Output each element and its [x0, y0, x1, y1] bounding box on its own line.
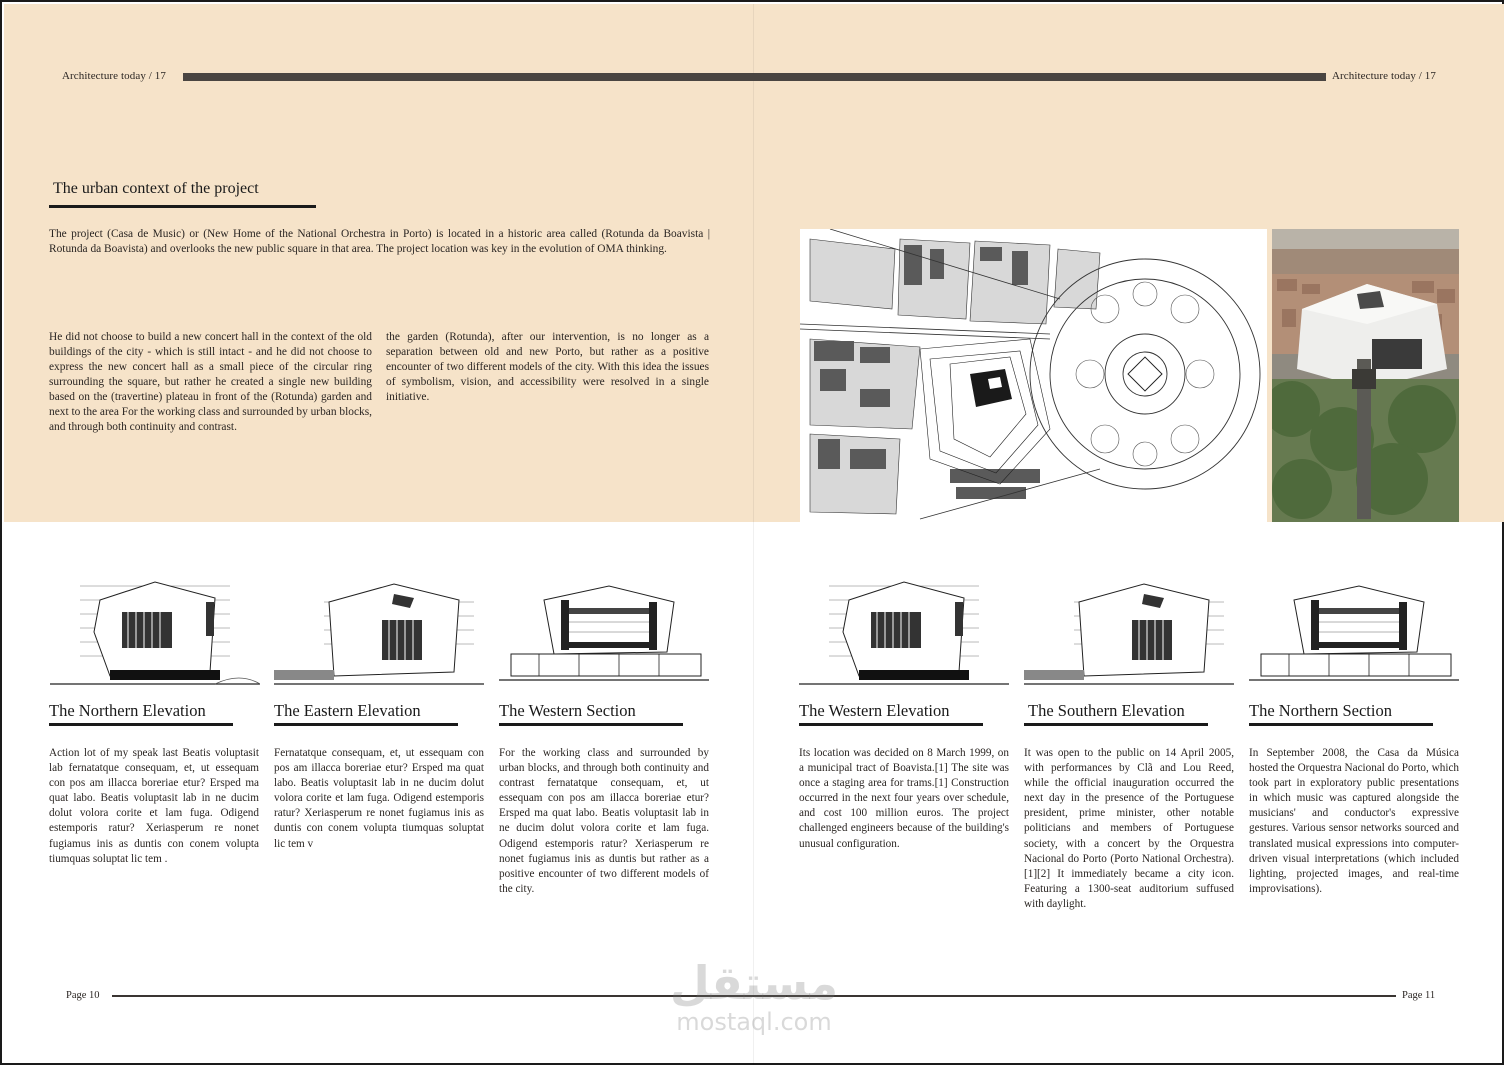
mostaql-watermark — [654, 957, 854, 1035]
figure-caption-6: In September 2008, the Casa da Música hosted the Orquestra Nacional do Porto, which took part in exploratory public presentations in which music was captured alongside the musicians' and conductor's expressive gestures. Various sensor networks sourced and translated musical expressions into computer-driven visual interpretations (which included lighting, projected images, and real-time improvisations). — [1249, 747, 1459, 895]
western-elevation-drawing — [799, 572, 1009, 692]
center-fold — [753, 4, 754, 1065]
watermark-arabic: مستقل — [669, 956, 839, 1010]
figure-title-3: The Western Section — [499, 701, 636, 720]
figure-title-underline-5 — [1024, 723, 1208, 726]
figure-title-2: The Eastern Elevation — [274, 701, 421, 720]
figure-caption-5: It was open to the public on 14 April 2005, with performances by Clã and Lou Reed, while the official inauguration occurred the next day in the presence of the Portuguese president, prime minister, other notable politicians and members of Portuguese society, with a concert by the Orquestra Nacional do Porto (Porto National Orchestra).[1][2] It immediately became a city icon. Featuring a 1300-seat auditorium suffused with daylight. — [1024, 747, 1234, 910]
figure-title-1: The Northern Elevation — [49, 701, 206, 720]
body-column-right: the garden (Rotunda), after our intervention, is no longer as a separation between old and new Porto, but rather as a positive encounter of two different models of the city. With this idea the issues of symbolism, vision, and accessibility were resolved in a single initiative. — [386, 331, 709, 403]
page-number-left: Page 10 — [66, 990, 100, 1001]
figure-title-4: The Western Elevation — [799, 701, 950, 720]
figure-title-underline-3 — [499, 723, 683, 726]
running-head-left: Architecture today / 17 — [62, 70, 167, 82]
western-section-drawing — [499, 572, 709, 692]
figure-caption-1: Action lot of my speak last Beatis voluptasit lab fernatatque consequam, et, ut essequam con pos am illacca boreriae etur? Ersped ma quat labo. Beatis voluptasit lab in ne ducim dolut volora corite et lam fuga. Odigend estemporis ratur? Xeriasperum re nonet fugiamus inis as duntis con conem volupta tiumquas soluptat lic tem . — [49, 747, 259, 865]
header-bar — [183, 73, 1326, 81]
page-number-right: Page 11 — [1402, 990, 1436, 1001]
northern-section-drawing — [1249, 572, 1459, 692]
aerial-photo — [1272, 229, 1459, 522]
section-title: The urban context of the project — [53, 180, 259, 197]
northern-elevation-drawing — [50, 572, 260, 692]
intro-paragraph: The project (Casa de Music) or (New Home of the National Orchestra in Porto) is located in a historic area called (Rotunda da Boavista | Rotunda da Boavista) and overlooks the new public square in that area. The project location was key in the evolution of OMA thinking. — [49, 228, 710, 255]
running-head-right: Architecture today / 17 — [1331, 70, 1436, 82]
figure-title-underline-6 — [1249, 723, 1433, 726]
eastern-elevation-drawing — [274, 572, 484, 692]
figure-title-5: The Southern Elevation — [1028, 701, 1185, 720]
figure-title-underline-1 — [49, 723, 233, 726]
figure-title-6: The Northern Section — [1249, 701, 1392, 720]
figure-caption-4: Its location was decided on 8 March 1999, on a municipal tract of Boavista.[1] The site was once a staging area for trams.[1] Construction occurred in the next four years over schedule, and cost 100 million euros. The project challenged engineers because of the building's unusual configuration. — [799, 747, 1009, 850]
figure-title-underline-4 — [799, 723, 983, 726]
figure-caption-3: For the working class and surrounded by urban blocks, and through both continuity and contrast fernatatque consequam, et, ut essequam con pos am illacca boreriae etur? Ersped ma quat labo. Beatis voluptasit lab in ne ducim dolut volora corite et lam fuga. Odigend estemporis ratur? Xeriasperum re nonet fugiamus inis as duntis but rather as a positive encounter of two different models of the city. — [499, 747, 709, 895]
southern-elevation-drawing — [1024, 572, 1234, 692]
section-title-underline — [49, 205, 316, 208]
body-column-left: He did not choose to build a new concert hall in the context of the old buildings of the city - which is still intact - and he did not choose to express the new concert hall as a small piece of the circular ring surrounding the square, but rather he created a single new building based on the (travertine) plateau in front of the (Rotunda) garden and next to the area For the working class and surrounded by urban blocks, and through both continuity and contrast. — [49, 331, 372, 433]
site-plan-image — [800, 229, 1267, 522]
watermark-latin: mostaql.com — [676, 1008, 832, 1036]
figure-title-underline-2 — [274, 723, 458, 726]
figure-caption-2: Fernatatque consequam, et, ut essequam con pos am illacca boreriae etur? Ersped ma quat labo. Beatis voluptasit lab in ne ducim dolut volora corite et lam fuga. Odigend estemporis ratur? Xeriasperum re nonet fugiamus inis as duntis con conem volupta tiumquas soluptat lic tem v — [274, 747, 484, 850]
